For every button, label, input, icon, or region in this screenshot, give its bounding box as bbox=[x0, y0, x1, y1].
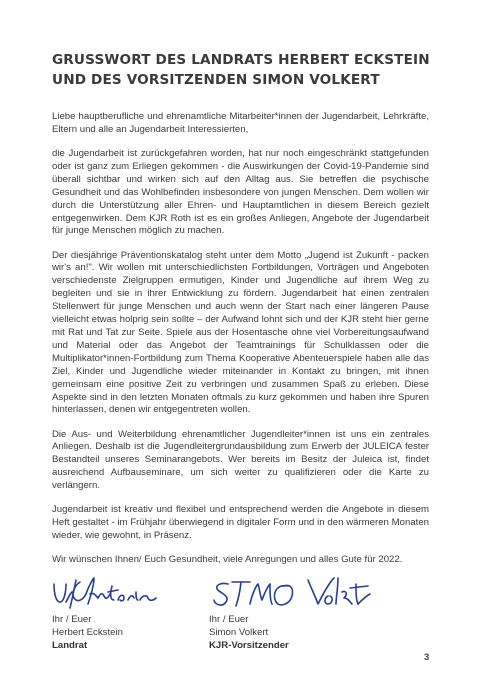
signer-salutation: Ihr / Euer bbox=[52, 614, 92, 625]
handwritten-signature-icon bbox=[210, 574, 380, 614]
title-line-2: UND DES VORSITZENDEN SIMON VOLKERT bbox=[52, 72, 380, 88]
page-title bbox=[52, 50, 452, 90]
signer-salutation: Ihr / Euer bbox=[209, 614, 249, 625]
closing-line: Wir wünschen Ihnen/ Euch Gesundheit, viele Anregungen und alles Gute für 2022. bbox=[52, 554, 403, 566]
signature-volkert bbox=[210, 574, 380, 614]
signer-name: Simon Volkert bbox=[209, 626, 269, 638]
signer-block-landrat bbox=[52, 614, 123, 653]
paragraph-salutation: Liebe hauptberufliche und ehrenamtliche Mitarbeiter*innen der Jugendarbeit, Lehrkräfte, Eltern und alle an Jugendarbeit Interessierten, bbox=[52, 111, 429, 135]
page-number: 3 bbox=[424, 652, 430, 663]
signer-role: KJR-Vorsitzender bbox=[209, 639, 289, 651]
paragraph-pandemic: die Jugendarbeit ist zurückgefahren worden, hat nur noch eingeschränkt stattgefunden oder ist ganz zum Erliegen gekommen - die Auswirkungen der Covid-19-Pandemie sind überall sichtbar und wirken sich auf den Alltag aus. Sie betreffen die psychische Gesundheit und das Wohlbefinden insbesondere von jungen Menschen. Dem wollen wir durch die Unterstützung aller Ehren- und Hauptamtlichen in diesem Bereich gezielt entgegenwirken. Dem KJR Roth ist es ein großes Anliegen, Angebote der Jugendarbeit für junge Menschen möglich zu machen. bbox=[52, 148, 429, 237]
signature-eckstein bbox=[50, 572, 160, 614]
signer-block-vorsitzender bbox=[209, 614, 289, 653]
signer-role: Landrat bbox=[52, 639, 88, 651]
paragraph-flexible: Jugendarbeit ist kreativ und flexibel und entsprechend werden die Angebote in diesem Heft gestaltet - im Frühjahr überwiegend in digitaler Form und in den wärmeren Monaten wieder, wie gewohnt, in Präsenz. bbox=[52, 504, 429, 542]
title-line-1: GRUSSWORT DES LANDRATS HERBERT ECKSTEIN bbox=[52, 52, 430, 68]
paragraph-training: Die Aus- und Weiterbildung ehrenamtlicher Jugendleiter*innen ist uns ein zentrales Anliegen. Deshalb ist die Jugendleitergrundausbildung zum Erwerb der JULEICA fester Bestandteil unseres Seminarangebots. Wer bereits im Besitz der Juleica ist, findet ausreichend Aufbauseminare, um sich weiter zu qualifizieren oder die Karte zu verlängern. bbox=[52, 428, 429, 492]
paragraph-motto: Der diesjährige Präventionskatalog steht unter dem Motto „Jugend ist Zukunft - packen wir's an!". Wir wollen mit unterschiedlichsten Fortbildungen, Vorträgen und Angeboten verschiedenste Zielgruppen ermutigen, Kinder und Jugendliche auf ihrem Weg zu begleiten und sie in ihrer Entwicklung zu fördern. Jugendarbeit hat einen zentralen Stellenwert für junge Menschen und auch wenn der Start nach einer längeren Pause vielleicht etwas holprig sein sollte – der Aufwand lohnt sich und der KJR steht hier gerne mit Rat und Tat zur Seite. Spiele aus der Hosentasche ohne viel Vorbereitungsaufwand und Material oder das Angebot der Teamtrainings für Schulklassen oder die Multiplikator*innen-Fortbildung zum Thema Kooperative Abenteuerspiele haben alle das Ziel, Kinder und Jugendliche wieder miteinander in Kontakt zu bringen, mit ihnen gemeinsam eine positive Zeit zu verbringen und zusammen Spaß zu erleben. Diese Aspekte sind in den letzten Monaten oftmals zu kurz gekommen und haben ihre Spuren hinterlassen, denen wir entgegentreten wollen. bbox=[52, 249, 429, 416]
letter-body bbox=[52, 111, 429, 567]
signer-name: Herbert Eckstein bbox=[52, 626, 123, 638]
handwritten-signature-icon bbox=[50, 572, 160, 614]
